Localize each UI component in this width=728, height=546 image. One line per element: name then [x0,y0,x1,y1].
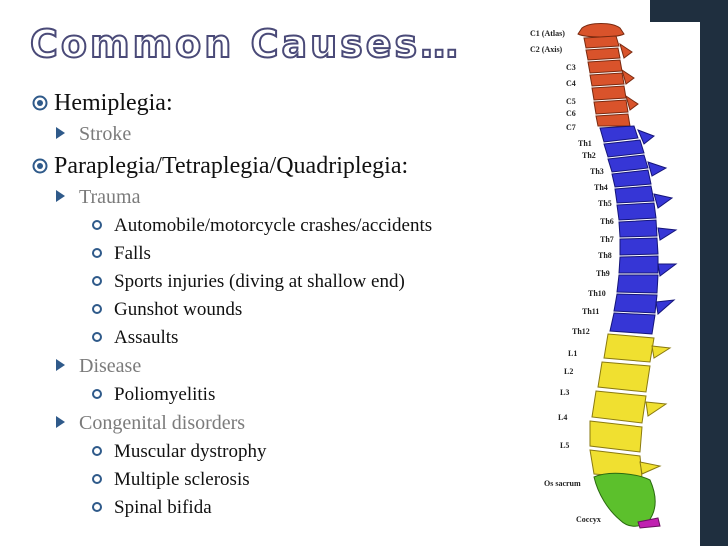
vertebra-label: L5 [560,441,570,450]
list-item-label: Multiple sclerosis [114,469,250,490]
circle-bullet-icon [92,332,102,342]
vertebra-label: Th6 [600,217,614,226]
circle-bullet-icon [92,304,102,314]
target-bullet-icon [32,95,48,111]
right-edge-strip [700,0,728,546]
vertebra-label: Os sacrum [544,479,581,488]
vertebra-label: Th3 [590,167,604,176]
cause-list [32,86,432,522]
list-item-label: Muscular dystrophy [114,441,267,462]
vertebra-label: Th1 [578,139,592,148]
list-item [32,466,432,494]
sub-bullet-trauma [32,183,432,212]
vertebra-label: Th12 [572,327,590,336]
circle-bullet-icon [92,502,102,512]
list-item-label: Falls [114,243,151,264]
vertebra-label: C1 (Atlas) [530,29,565,38]
list-item [32,296,432,324]
list-item-label: Poliomyelitis [114,384,216,405]
list-item-label: Spinal bifida [114,497,212,518]
vertebra-label: L4 [558,413,568,422]
triangle-bullet-icon [56,127,65,139]
list-item [32,494,432,522]
thoracic-vertebrae [600,126,676,334]
vertebra-label: Th5 [598,199,612,208]
vertebra-label: C3 [566,63,576,72]
list-item-label: Sports injuries (diving at shallow end) [114,271,405,292]
sacrum-bone [594,473,655,526]
sub-bullet-disease [32,352,432,381]
bullet-hemiplegia [32,86,432,120]
list-item-label: Assaults [114,327,179,348]
vertebra-label: Th7 [600,235,614,244]
bullet-label: Congenital disorders [79,412,246,434]
bullet-label: Paraplegia/Tetraplegia/Quadriplegia: [54,153,409,179]
vertebra-label: L2 [564,367,574,376]
circle-bullet-icon [92,474,102,484]
vertebra-label: Th11 [582,307,600,316]
list-item [32,212,432,240]
list-item [32,381,432,409]
bullet-label: Trauma [79,186,141,208]
vertebra-label: Th10 [588,289,606,298]
triangle-bullet-icon [56,190,65,202]
vertebra-label: C5 [566,97,576,106]
vertebra-label: Coccyx [576,515,601,524]
triangle-bullet-icon [56,416,65,428]
cervical-vertebrae [578,24,638,127]
list-item-label: Gunshot wounds [114,299,243,320]
vertebra-label: Th2 [582,151,596,160]
bullet-label: Hemiplegia: [54,90,173,116]
vertebra-label: Th4 [594,183,608,192]
bullet-label: Stroke [79,123,132,145]
triangle-bullet-icon [56,359,65,371]
circle-bullet-icon [92,389,102,399]
bullet-label: Disease [79,355,142,377]
list-item-label: Automobile/motorcycle crashes/accidents [114,215,433,236]
sub-bullet-stroke [32,120,432,149]
vertebra-label: C4 [566,79,576,88]
list-item [32,324,432,352]
list-item [32,240,432,268]
circle-bullet-icon [92,446,102,456]
vertebra-label: Th9 [596,269,610,278]
vertebra-label: L1 [568,349,578,358]
spine-diagram [520,22,700,530]
circle-bullet-icon [92,248,102,258]
slide-title: Common Causes… [30,22,462,66]
vertebra-label: C7 [566,123,576,132]
vertebra-label: L3 [560,388,570,397]
circle-bullet-icon [92,220,102,230]
vertebra-label: C2 (Axis) [530,45,563,54]
lumbar-vertebrae [590,334,670,478]
bullet-paraplegia [32,149,432,183]
target-bullet-icon [32,158,48,174]
circle-bullet-icon [92,276,102,286]
vertebra-label: Th8 [598,251,612,260]
sub-bullet-congenital [32,409,432,438]
vertebra-label: C6 [566,109,576,118]
list-item [32,438,432,466]
list-item [32,268,432,296]
